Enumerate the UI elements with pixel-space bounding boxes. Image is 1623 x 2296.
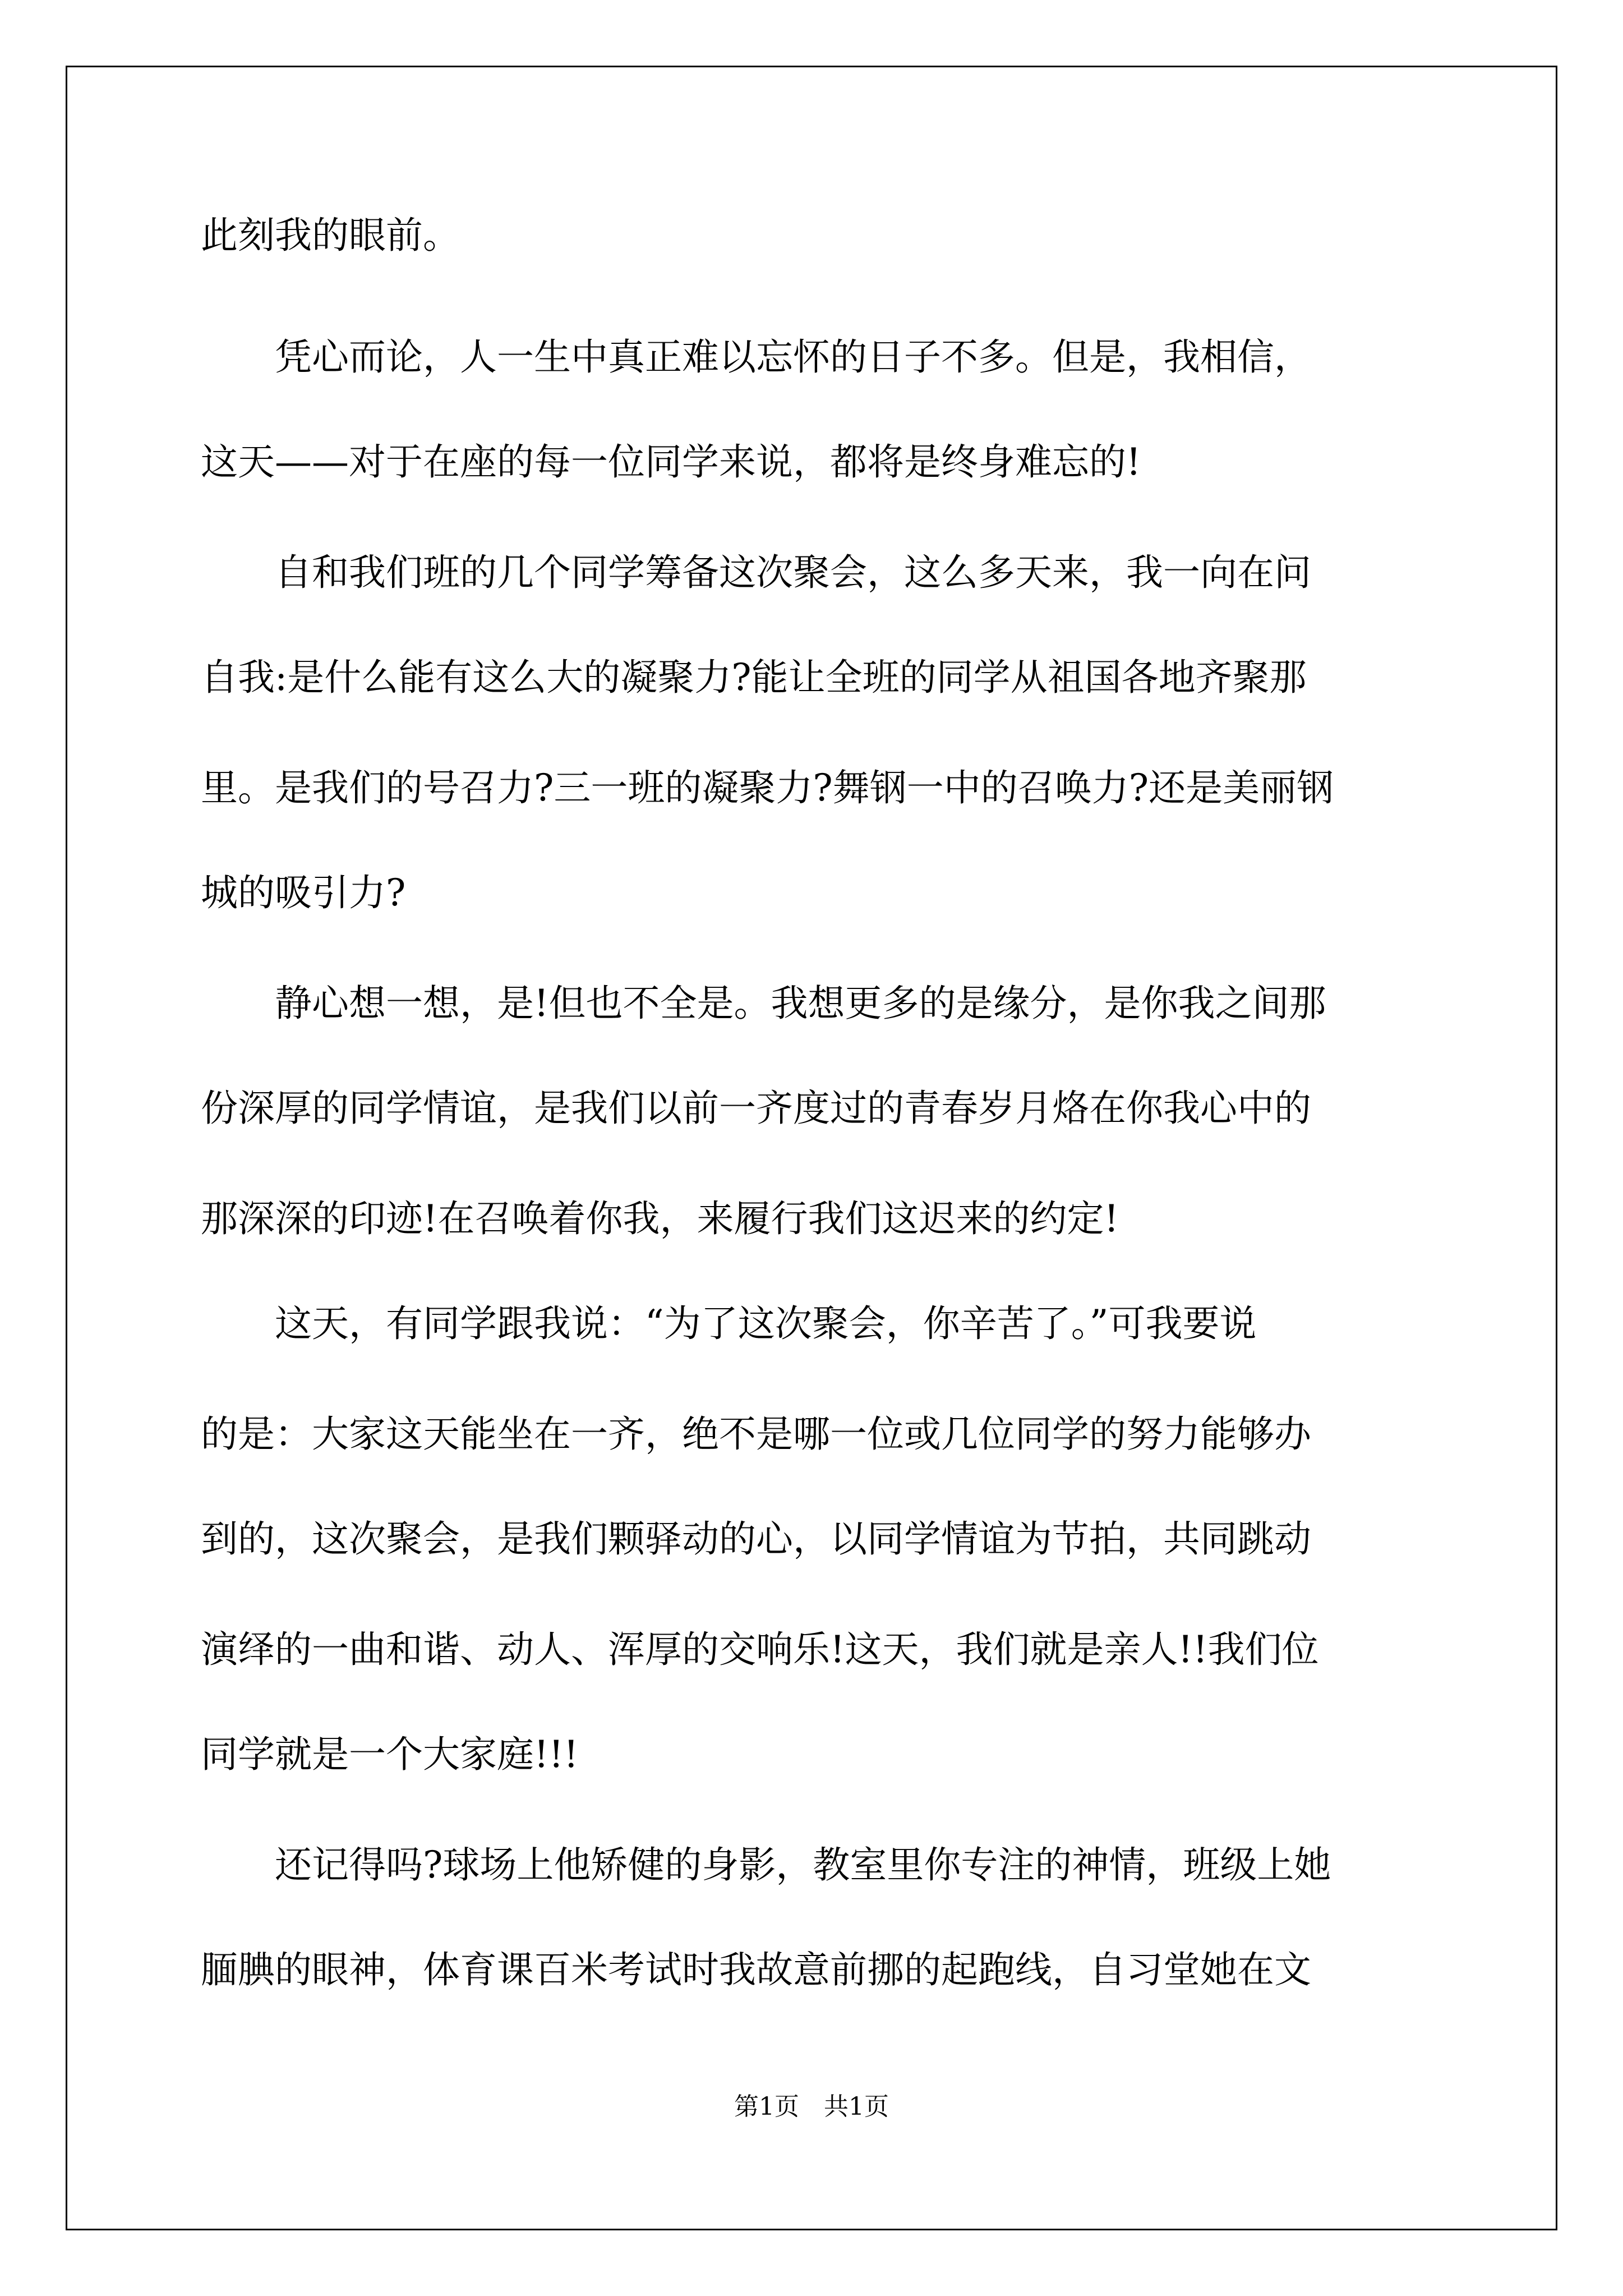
text-line: 这天——对于在座的每一位同学来说，都将是终身难忘的! (201, 440, 1141, 484)
text-line: 那深深的印迹!在召唤着你我，来履行我们这迟来的约定! (201, 1197, 1119, 1240)
text-line: 凭心而论，人一生中真正难以忘怀的日子不多。但是，我相信， (201, 335, 1311, 379)
text-line: 的是：大家这天能坐在一齐，绝不是哪一位或几位同学的努力能够办 (201, 1412, 1311, 1456)
text-line: 里。是我们的号召力?三一班的凝聚力?舞钢一中的召唤力?还是美丽钢 (201, 766, 1334, 809)
text-line: 腼腆的眼神，体育课百米考试时我故意前挪的起跑线，自习堂她在文 (201, 1948, 1311, 1991)
text-line: 演绎的一曲和谐、动人、浑厚的交响乐!这天，我们就是亲人!!我们位 (201, 1628, 1319, 1671)
text-line: 份深厚的同学情谊，是我们以前一齐度过的青春岁月烙在你我心中的 (201, 1087, 1311, 1130)
page-number-footer: 第1页 共1页 (734, 2092, 889, 2121)
text-line: 还记得吗?球场上他矫健的身影，教室里你专注的神情，班级上她 (201, 1843, 1331, 1887)
text-line: 到的，这次聚会，是我们颗驿动的心，以同学情谊为节拍，共同跳动 (201, 1517, 1311, 1561)
text-line: 自和我们班的几个同学筹备这次聚会，这么多天来，我一向在问 (201, 551, 1311, 594)
text-line: 这天，有同学跟我说：“为了这次聚会，你辛苦了。”可我要说 (201, 1302, 1257, 1345)
text-line: 此刻我的眼前。 (201, 214, 460, 257)
text-line: 同学就是一个大家庭!!! (201, 1733, 579, 1776)
text-line: 城的吸引力? (201, 871, 406, 914)
page-border (66, 66, 1557, 2230)
text-line: 静心想一想，是!但也不全是。我想更多的是缘分，是你我之间那 (201, 982, 1326, 1025)
text-line: 自我:是什么能有这么大的凝聚力?能让全班的同学从祖国各地齐聚那 (201, 656, 1307, 699)
